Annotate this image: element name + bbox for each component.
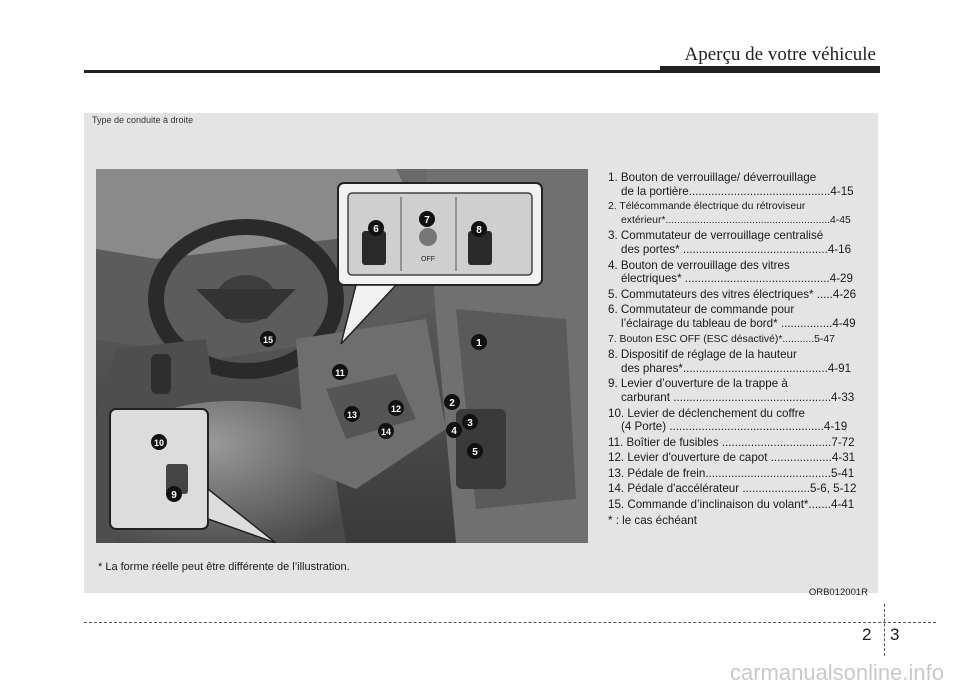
svg-text:1: 1 [476, 338, 482, 349]
legend-item [608, 482, 870, 496]
legend-item [608, 303, 870, 330]
callout-1 [471, 334, 487, 350]
legend-item [608, 259, 870, 286]
footer-rule [84, 622, 936, 623]
watermark: carmanualsonline.info [729, 660, 944, 685]
callout-4 [446, 422, 462, 438]
callout-7 [419, 211, 435, 227]
legend-item-line: des portes* .............................................4-16 [621, 242, 852, 256]
legend-item-line: 13. Pédale de frein.......................................5-41 [608, 466, 855, 480]
legend-item-line: 3. Commutateur de verrouillage centralisé [608, 229, 824, 243]
legend-item [608, 498, 870, 512]
header-title: Aperçu de votre véhicule [684, 44, 876, 65]
callout-2 [444, 394, 460, 410]
legend-item [608, 171, 870, 198]
callout-14 [378, 423, 394, 439]
legend-item-line: carburant .................................................4-33 [621, 390, 855, 404]
svg-text:12: 12 [390, 404, 402, 414]
svg-text:8: 8 [476, 225, 482, 236]
legend-item [608, 514, 870, 528]
header-rule-accent [660, 66, 880, 73]
figure-reference: ORB012001R [808, 587, 868, 598]
legend-item-line: 4. Bouton de verrouillage des vitres [608, 258, 790, 272]
legend-item [608, 407, 870, 434]
legend-item-line: électriques* .............................................4-29 [621, 272, 853, 286]
callout-5 [467, 443, 483, 459]
callout-3 [462, 414, 478, 430]
svg-text:2: 2 [449, 398, 455, 409]
switch-off-label: OFF [421, 256, 435, 263]
svg-text:7: 7 [424, 215, 430, 226]
legend-item [608, 200, 870, 227]
legend-item-line: 1. Bouton de verrouillage/ déverrouillage [608, 171, 817, 184]
legend-item-line: 7. Bouton ESC OFF (ESC désactivé)*...........5-47 [608, 333, 835, 345]
svg-text:5: 5 [472, 447, 478, 458]
figure-panel [84, 113, 878, 598]
svg-text:9: 9 [171, 490, 177, 501]
page-chapter: 2 [862, 625, 872, 644]
svg-text:3: 3 [467, 418, 473, 429]
svg-text:11: 11 [335, 368, 345, 378]
legend-item-line: des phares*.............................................4-91 [621, 361, 852, 375]
page-number: 3 [890, 625, 900, 644]
legend-item [608, 377, 870, 404]
legend-item-line: 10. Levier de déclenchement du coffre [608, 406, 806, 420]
legend-item [608, 467, 870, 481]
panel-caption: Type de conduite à droite [92, 115, 194, 125]
footer-divider [884, 604, 885, 656]
svg-text:15: 15 [262, 335, 274, 345]
svg-text:4: 4 [451, 426, 457, 437]
callout-15 [260, 331, 276, 347]
legend-item-line: 15. Commande d’inclinaison du volant*.......4-41 [608, 498, 855, 512]
legend-list [608, 171, 870, 529]
legend-item [608, 451, 870, 465]
callout-13 [344, 406, 360, 422]
svg-text:10: 10 [153, 438, 165, 448]
callout-6 [368, 220, 384, 236]
legend-item-line: * : le cas échéant [608, 513, 697, 527]
legend-item-line: de la portière............................................4-15 [621, 184, 854, 198]
callout-11 [332, 364, 348, 380]
legend-item [608, 348, 870, 375]
illustration-note: * La forme réelle peut être différente de l’illustration. [98, 561, 350, 573]
legend-item-line: 6. Commutateur de commande pour [608, 303, 795, 317]
legend-item-line: l’éclairage du tableau de bord* ................4-49 [621, 316, 856, 330]
svg-text:14: 14 [380, 427, 392, 437]
legend-item [608, 229, 870, 256]
callout-9 [166, 486, 182, 502]
svg-text:13: 13 [346, 410, 358, 420]
legend-item-line: 9. Levier d’ouverture de la trappe à [608, 377, 788, 391]
legend-item-line: 5. Commutateurs des vitres électriques* .....4-26 [608, 287, 857, 301]
legend-item-line: 2. Télécommande électrique du rétroviseur [608, 201, 806, 213]
callout-10 [151, 434, 167, 450]
legend-item-line: extérieur*.........................................................4-45 [621, 214, 851, 226]
callout-8 [471, 221, 487, 237]
legend-item-line: 12. Levier d'ouverture de capot ...................4-31 [608, 451, 856, 465]
car-interior-illustration [96, 169, 588, 543]
legend-item-line: 8. Dispositif de réglage de la hauteur [608, 348, 797, 362]
legend-item-line: (4 Porte) ................................................4-19 [621, 420, 848, 434]
svg-text:6: 6 [373, 224, 379, 235]
legend-item-line: 14. Pédale d'accélérateur .....................5-6, 5-12 [608, 482, 857, 496]
legend-item-line: 11. Boîtier de fusibles ..................................7-72 [608, 435, 855, 449]
callout-12 [388, 400, 404, 416]
legend-item [608, 436, 870, 450]
legend-item [608, 333, 870, 347]
legend-item [608, 288, 870, 302]
